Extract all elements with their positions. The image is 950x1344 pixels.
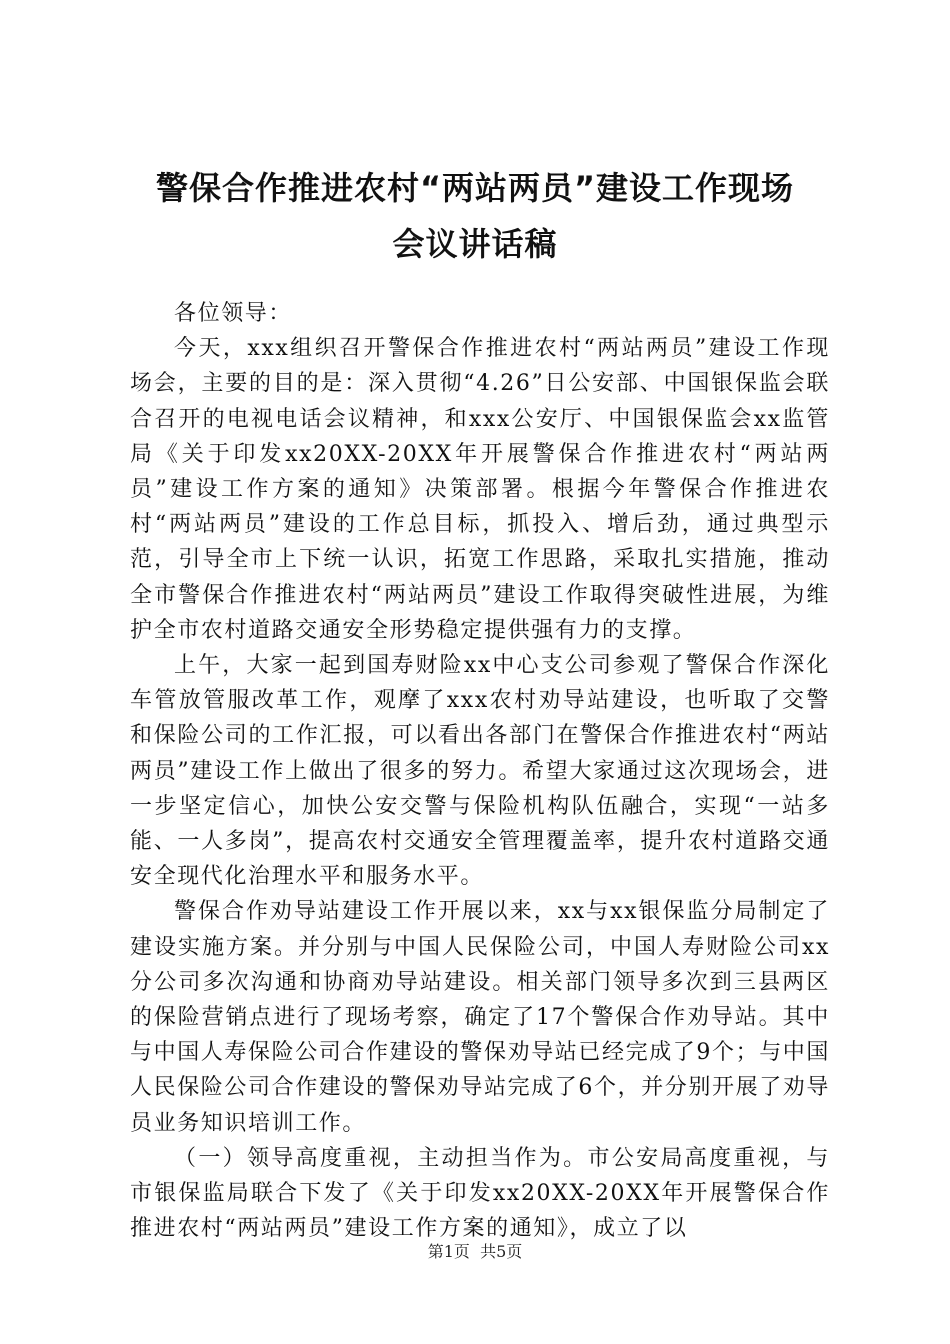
salutation: 各位领导：: [174, 301, 293, 326]
document-title: [110, 160, 840, 272]
paragraph-2: 上午，大家一起到国寿财险xx中心支公司参观了警保合作深化车管放管服改革工作，观摩了xxx农村劝导站建设，也听取了交警和保险公司的工作汇报，可以看出各部门在警保合作推进农村“两站两员”建设工作上做出了很多的努力。希望大家通过这次现场会，进一步坚定信心，加快公安交警与保险机构队伍融合，实现“一站多能、一人多岗”，提高农村交通安全管理覆盖率，提升农村道路交通安全现代化治理水平和服务水平。: [130, 653, 830, 890]
document-body: [130, 296, 830, 1246]
paragraph-3: 警保合作劝导站建设工作开展以来，xx与xx银保监分局制定了建设实施方案。并分别与中国人民保险公司，中国人寿财险公司xx分公司多次沟通和协商劝导站建设。相关部门领导多次到三县两区的保险营销点进行了现场考察，确定了17个警保合作劝导站。其中与中国人寿保险公司合作建设的警保劝导站已经完成了9个；与中国人民保险公司合作建设的警保劝导站完成了6个，并分别开展了劝导员业务知识培训工作。: [130, 899, 830, 1136]
paragraph-1: 今天，xxx组织召开警保合作推进农村“两站两员”建设工作现场会，主要的目的是：深入贯彻“4.26”日公安部、中国银保监会联合召开的电视电话会议精神，和xxx公安厅、中国银保监会xx监管局《关于印发xx20XX-20XX年开展警保合作推进农村“两站两员”建设工作方案的通知》决策部署。根据今年警保合作推进农村“两站两员”建设的工作总目标，抓投入、增后劲，通过典型示范，引导全市上下统一认识，拓宽工作思路，采取扎实措施，推动全市警保合作推进农村“两站两员”建设工作取得突破性进展，为维护全市农村道路交通安全形势稳定提供强有力的支撑。: [130, 336, 830, 643]
paragraph-4: （一）领导高度重视，主动担当作为。市公安局高度重视，与市银保监局联合下发了《关于印发xx20XX-20XX年开展警保合作推进农村“两站两员”建设工作方案的通知》，成立了以: [130, 1145, 830, 1242]
page-footer: [0, 1240, 950, 1264]
title-line-2: 会议讲话稿: [392, 225, 558, 263]
page-number: 第1页 共5页: [427, 1242, 523, 1261]
title-line-1: 警保合作推进农村“两站两员”建设工作现场: [155, 169, 795, 207]
